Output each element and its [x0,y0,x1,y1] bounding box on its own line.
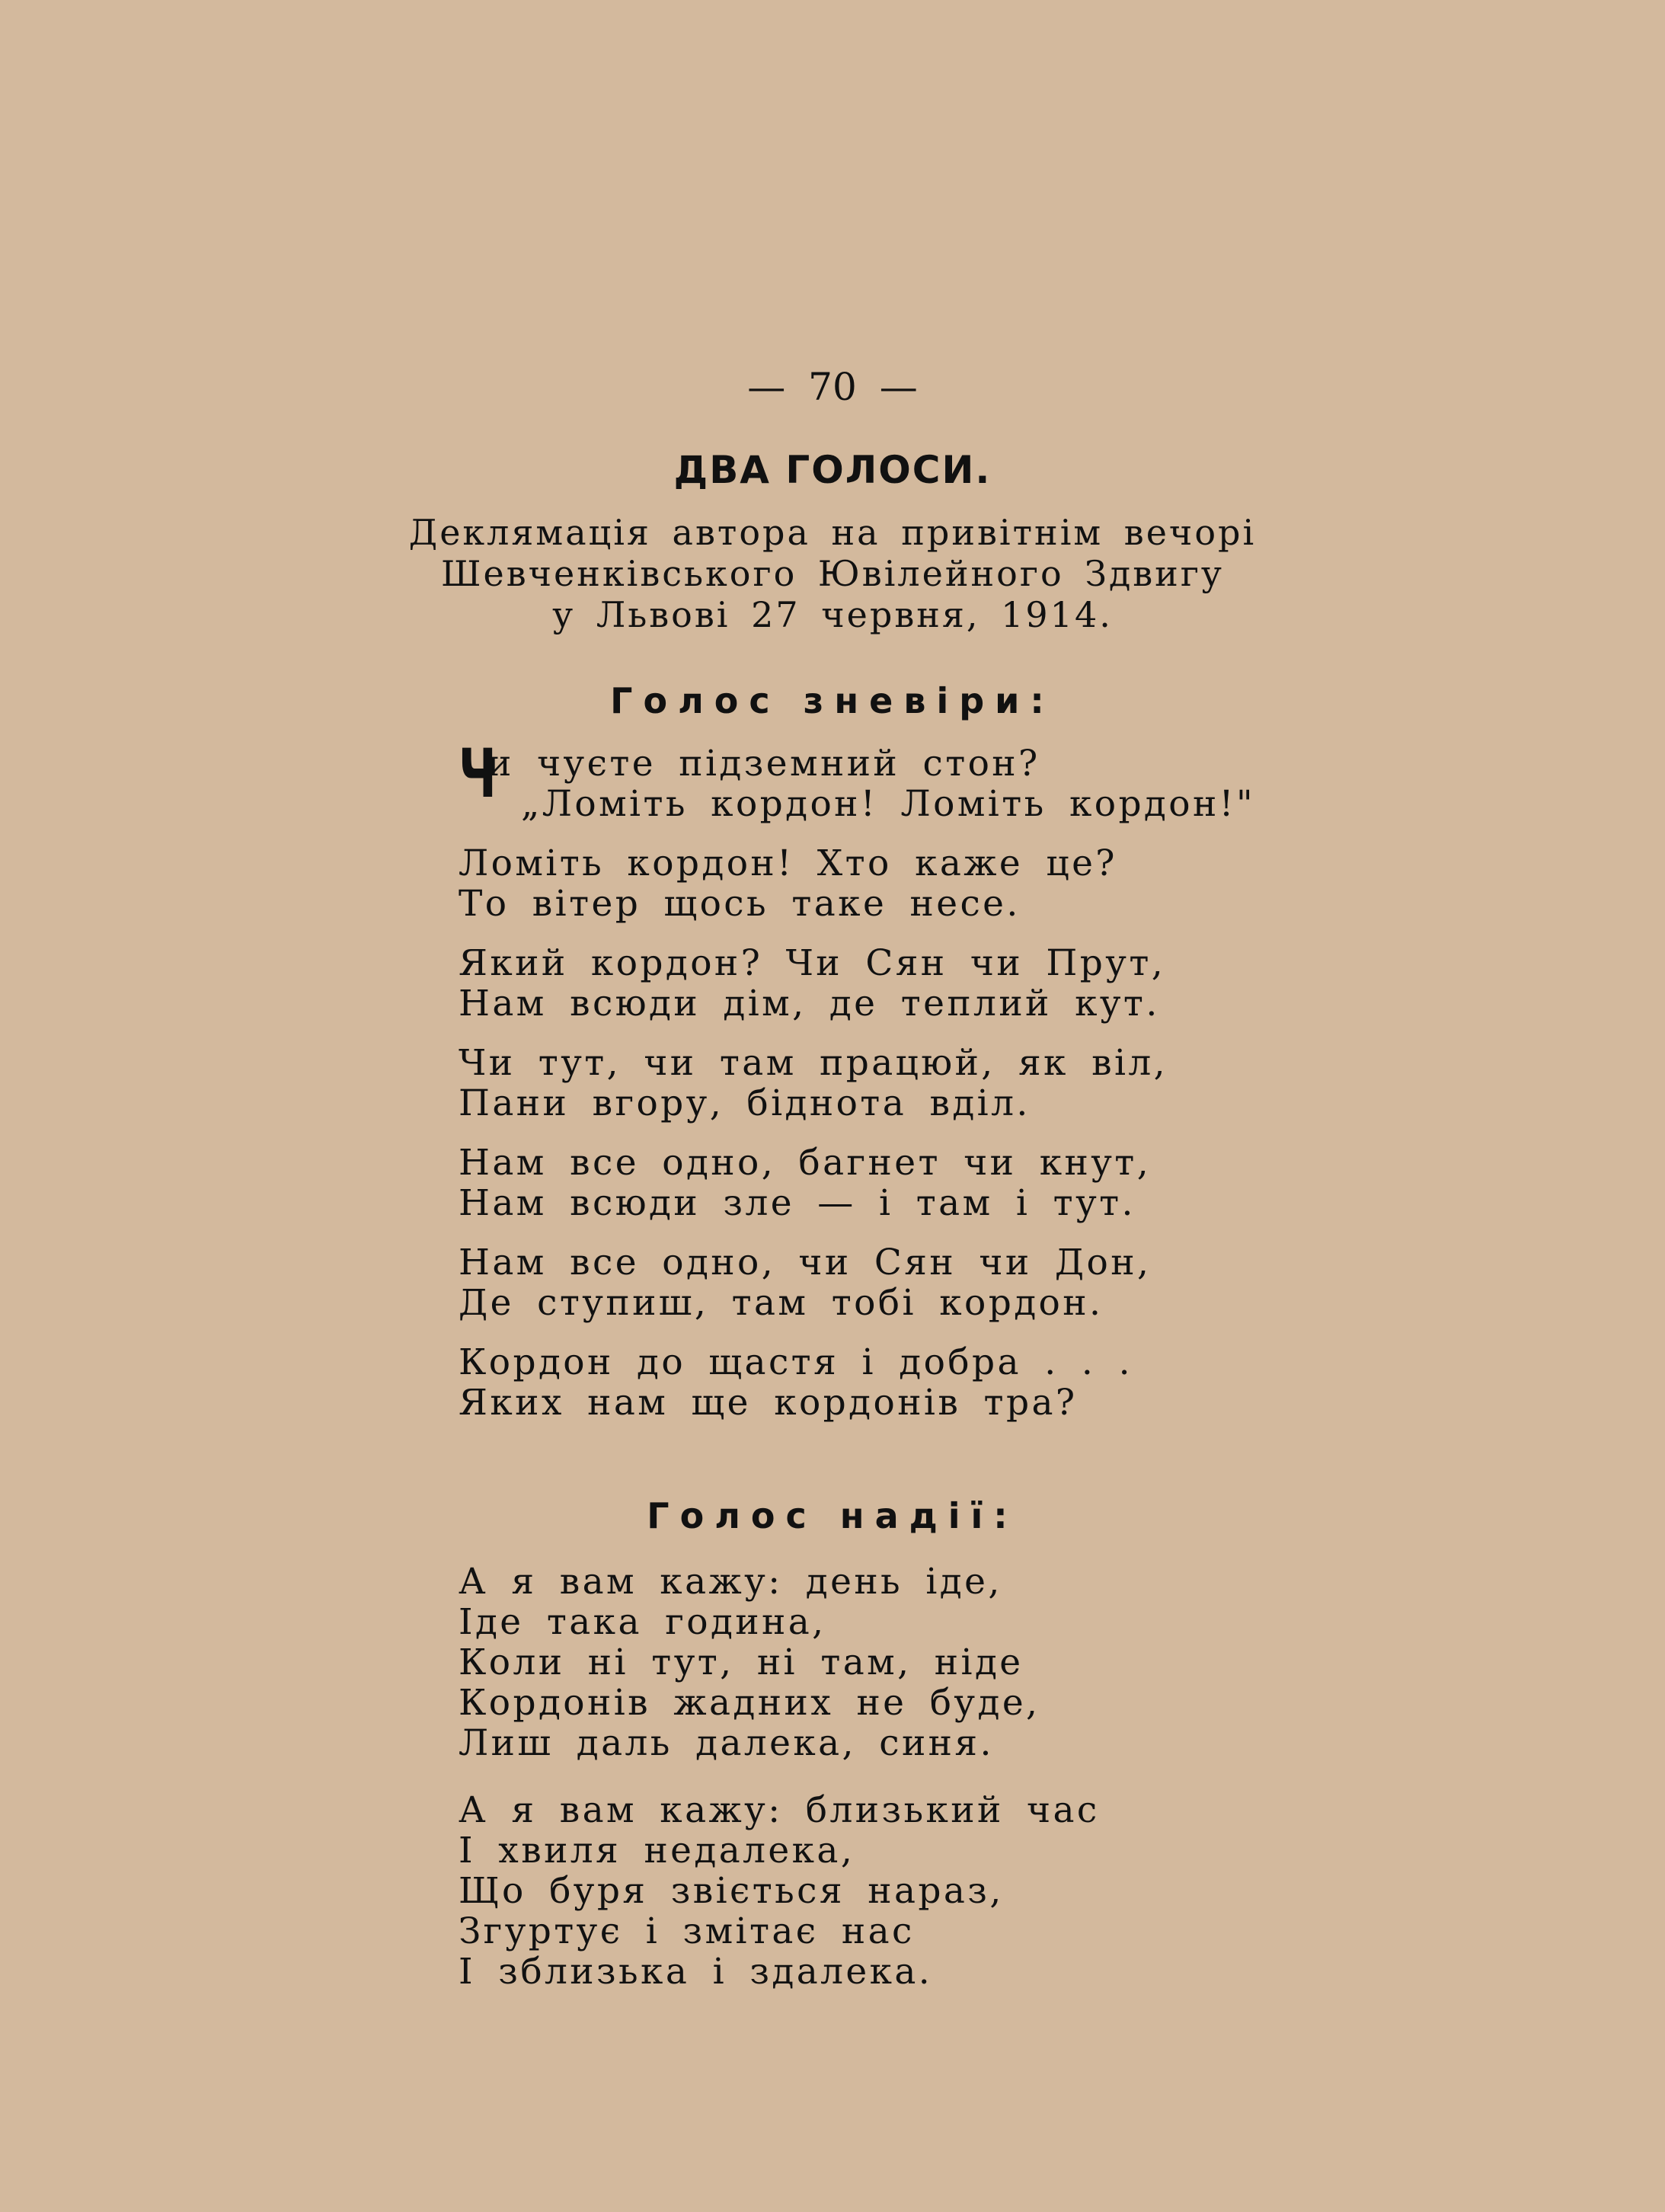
verse-line: Кордон до щастя і добра . . . [459,1341,1133,1383]
page-number: — 70 — [747,365,918,409]
verse-line: Згуртує і змітає нас [459,1910,915,1952]
verse-line: Коли ні тут, ні там, ніде [459,1641,1024,1683]
stanza [459,843,1647,924]
verse-line: Ломіть кордон! Хто каже це? [459,842,1117,884]
stanza [459,1242,1647,1323]
stanza [459,943,1647,1024]
verse-line: Що буря звіється нараз, [459,1870,1004,1912]
verse-line: Лиш даль далека, синя. [459,1722,994,1764]
verse-line: Нам все одно, багнет чи кнут, [459,1142,1152,1184]
verse-line: Нам всюди дім, де теплий кут. [459,983,1160,1024]
verse-line: Де ступиш, там тобі кордон. [459,1282,1104,1324]
stanza [459,734,1647,825]
verse-line: Чи тут, чи там працюй, як віл, [459,1042,1168,1084]
stanza [459,1562,1647,1763]
subtitle-line: Деклямація автора на привітнім вечорі [408,512,1257,553]
poem-subtitle [0,512,1665,635]
voice-hope-heading: Голос надії: [647,1495,1018,1536]
voice-despair-poem [459,734,1647,1442]
verse-line: І зблизька і здалека. [459,1951,933,1993]
voice-despair-heading: Голос зневіри: [610,680,1055,721]
verse-line: Який кордон? Чи Сян чи Прут, [459,942,1166,984]
verse-line: І хвиля недалека, [459,1830,855,1872]
verse-line: Нам все одно, чи Сян чи Дон, [459,1242,1152,1283]
verse-line: „Ломіть кордон! Ломіть кордон!" [521,783,1255,825]
voice-hope-poem [459,1562,1647,2019]
drop-cap: Ч [459,734,499,813]
verse-line: Пани вгору, біднота вділ. [459,1082,1031,1124]
subtitle-line: Шевченківського Ювілейного Здвигу [440,553,1225,594]
poem-title: ДВА ГОЛОСИ. [673,448,992,492]
verse-line: Нам всюди зле — і там і тут. [459,1182,1136,1224]
subtitle-line: у Львові 27 червня, 1914. [552,594,1113,635]
verse-line: А я вам кажу: близький час [459,1789,1100,1831]
stanza [459,1342,1647,1423]
verse-line: Яких нам ще кордонів тра? [459,1382,1078,1424]
verse-line: А я вам кажу: день іде, [459,1561,1002,1603]
verse-line: Кордонів жадних не буде, [459,1682,1040,1724]
verse-line: и чуєте підземний стон? [487,743,1040,785]
verse-line: Іде така година, [459,1601,826,1643]
stanza [459,1790,1647,1992]
verse-line: То вітер щось таке несе. [459,883,1021,925]
stanza [459,1143,1647,1223]
stanza [459,1043,1647,1124]
